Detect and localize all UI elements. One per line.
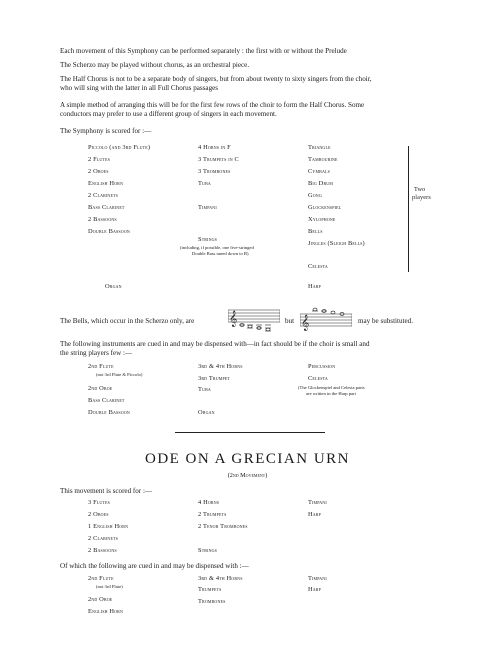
orchestra-woodwind-item: 2 Oboes: [88, 168, 109, 175]
bells-substitute-notation-staff: [300, 306, 352, 332]
cued-instrument-item: Percussion: [308, 363, 336, 370]
orchestra-percussion-item: Bells: [308, 228, 323, 235]
orchestra-strings: Strings: [198, 236, 218, 243]
two-players-bracket: [402, 146, 409, 272]
cued-instrument-item: 2nd Oboe: [88, 385, 113, 392]
orchestra-percussion-item: Tambourine: [308, 156, 338, 163]
movement-instrument-item: Timpani: [308, 499, 327, 506]
intro-line-arranging-a: A simple method of arranging this will be for the first few rows of the choir to form the Half Chorus. Some: [60, 101, 365, 109]
strings-footnote: (including, if possible, one five-stringed: [180, 245, 254, 250]
orchestra-percussion-item: Xylophone: [308, 216, 336, 223]
orchestra-percussion-item: Cymbals: [308, 168, 330, 175]
movement-cued-item: Timpani: [308, 575, 327, 582]
movement-cued-item: Trumpets: [198, 586, 222, 593]
movement-cued-item: 2nd Oboe: [88, 596, 113, 603]
movement-instrument-item: 2 Bassoons: [88, 547, 117, 554]
movement-cued-item: Trombones: [198, 598, 226, 605]
orchestra-organ: Organ: [105, 283, 122, 290]
cued-percussion-footnote: (The Glockenspiel and Celesta parts: [298, 385, 365, 390]
movement-instrument-item: Strings: [198, 547, 218, 554]
movement-instrument-item: 2 Tenor Trombones: [198, 523, 248, 530]
cued-instrument-footnote: (not 3rd Flute & Piccolo): [96, 372, 143, 377]
movement-instrument-item: 3 Flutes: [88, 499, 110, 506]
orchestra-percussion-item: Gong: [308, 192, 322, 199]
svg-text:𝄞: 𝄞: [229, 311, 238, 327]
orchestra-percussion-item: Big Drum: [308, 180, 334, 187]
movement-cued-item: 3rd & 4th Horns: [198, 575, 243, 582]
bells-text-after: may be substituted.: [358, 317, 413, 325]
orchestra-brass-item: 3 Trumpets in C: [198, 156, 239, 163]
bells-notation-staff: [228, 306, 280, 332]
cued-intro-line-a: The following instruments are cued in and may be dispensed with—in fact should be if the choir is small and: [60, 340, 370, 348]
cued-percussion-footnote: are written in the Harp part: [306, 391, 356, 396]
orchestra-percussion-item: Glockenspiel: [308, 204, 342, 211]
orchestra-woodwind-item: Bass Clarinet: [88, 204, 125, 211]
movement-instrument-item: 2 Clarinets: [88, 535, 119, 542]
strings-footnote: Double Bass tuned down to B): [192, 251, 249, 256]
orchestra-brass-item: Tuba: [198, 180, 211, 187]
movement-title: ODE ON A GRECIAN URN: [144, 451, 350, 467]
cued-instrument-item: Organ: [198, 409, 215, 416]
movement-cued-footnote: (not 3rd Flute): [96, 584, 123, 589]
movement-instrument-item: 1 English Horn: [88, 523, 129, 530]
symphony-scored-for-heading: The Symphony is scored for :—: [60, 127, 152, 135]
cued-instrument-item: Bass Clarinet: [88, 397, 125, 404]
movement-cued-item: English Horn: [88, 608, 124, 615]
orchestra-celesta: Celesta: [308, 263, 328, 270]
cued-intro-line-b: the string players few :—: [60, 349, 133, 357]
orchestra-percussion-item: Jingles (Sleigh Bells): [308, 240, 365, 247]
cued-instrument-item: 3rd Trumpet: [198, 375, 231, 382]
bells-text-but: but: [285, 317, 295, 325]
orchestra-brass-item: 3 Trombones: [198, 168, 231, 175]
two-players-label: Two: [414, 186, 426, 193]
orchestra-harp: Harp: [308, 283, 321, 290]
bells-text-before: The Bells, which occur in the Scherzo only, are: [60, 317, 195, 325]
orchestra-brass-item: 4 Horns in F: [198, 144, 231, 151]
intro-line-separate-movements: Each movement of this Symphony can be performed separately : the first with or without the Prelude: [60, 47, 347, 55]
orchestra-woodwind-item: Piccolo (and 3rd Flute): [88, 144, 151, 151]
movement-instrument-item: Harp: [308, 511, 321, 518]
section-divider: [175, 432, 325, 433]
movement-subtitle: (2nd Movement): [227, 472, 268, 479]
intro-line-arranging-b: conductors may prefer to use a different group of singers in each movement.: [60, 110, 277, 118]
orchestra-percussion-item: Triangle: [308, 144, 331, 151]
cued-instrument-item: Tuba: [198, 386, 211, 393]
cued-instrument-item: Celesta: [308, 375, 328, 382]
orchestra-woodwind-item: 2 Flutes: [88, 156, 110, 163]
orchestra-woodwind-item: 2 Clarinets: [88, 192, 119, 199]
intro-line-scherzo: The Scherzo may be played without chorus, as an orchestral piece.: [60, 61, 250, 69]
cued-instrument-item: 3rd & 4th Horns: [198, 363, 243, 370]
movement-cued-item: Harp: [308, 586, 321, 593]
orchestra-woodwind-item: English Horn: [88, 180, 124, 187]
cued-instrument-item: Double Bassoon: [88, 409, 130, 416]
movement-instrument-item: 4 Horns: [198, 499, 220, 506]
movement-scored-for-heading: This movement is scored for :—: [60, 487, 153, 495]
intro-line-half-chorus-b: who will sing with the latter in all Full Chorus passages: [60, 84, 219, 92]
cued-instrument-item: 2nd Flute: [88, 363, 114, 370]
movement-instrument-item: 2 Oboes: [88, 511, 109, 518]
orchestra-timpani: Timpani: [198, 204, 217, 211]
movement-instrument-item: 2 Trumpets: [198, 511, 227, 518]
orchestra-woodwind-item: 2 Bassoons: [88, 216, 117, 223]
movement-cued-heading: Of which the following are cued in and may be dispensed with :—: [60, 562, 249, 570]
orchestra-woodwind-item: Double Bassoon: [88, 228, 130, 235]
intro-line-half-chorus-a: The Half Chorus is not to be a separate body of singers, but from about twenty to sixty singers from the choir,: [60, 75, 372, 83]
movement-cued-item: 2nd Flute: [88, 575, 114, 582]
svg-text:𝄞: 𝄞: [301, 315, 310, 331]
two-players-label: players: [412, 194, 431, 201]
